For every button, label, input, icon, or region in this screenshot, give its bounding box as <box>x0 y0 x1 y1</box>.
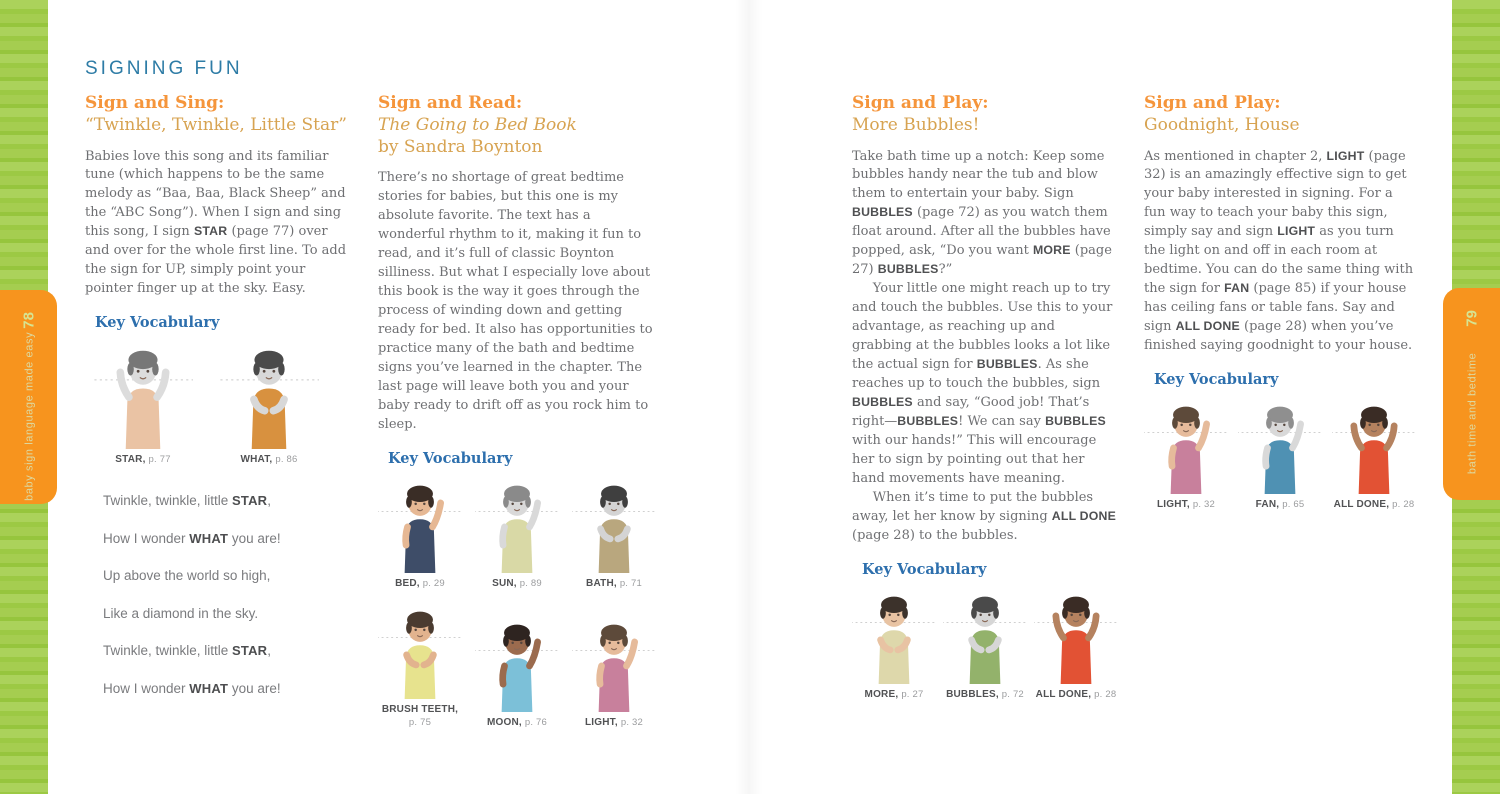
vocab-word: ALL DONE, <box>1035 688 1092 700</box>
section-title: Sign and Play: <box>1144 93 1281 113</box>
lyric-line <box>103 606 353 621</box>
sign-word: BUBBLES <box>976 357 1038 372</box>
sign-word: WHAT <box>189 680 229 696</box>
section-subtitle <box>378 115 656 159</box>
sign-illustration <box>475 477 559 573</box>
text-run: Up above the world so high, <box>103 568 271 584</box>
subtitle-line: “Twinkle, Twinkle, Little Star” <box>85 114 347 135</box>
text-run: How I wonder <box>103 530 190 546</box>
sign-word: STAR <box>232 643 268 659</box>
sign-illustration <box>475 616 559 712</box>
text-run: As mentioned in chapter 2, <box>1144 148 1327 164</box>
sign-word: ALL DONE <box>1175 319 1240 334</box>
sign-word: STAR <box>193 224 228 239</box>
vocab-page: p. 29 <box>422 577 445 589</box>
sign-word: WHAT <box>189 530 229 546</box>
lyric-line <box>103 493 353 508</box>
vocab-caption <box>852 688 936 702</box>
body-paragraph <box>378 169 656 435</box>
text-run: you are! <box>228 680 281 696</box>
key-vocabulary-label: Key Vocabulary <box>1154 371 1279 389</box>
vocab-caption <box>1034 688 1118 702</box>
vocab-page: p. 75 <box>408 717 432 729</box>
sign-word: MORE <box>1032 243 1071 258</box>
vocab-row <box>1144 398 1416 512</box>
vocab-page: p. 32 <box>1192 499 1215 511</box>
body-paragraph <box>1144 148 1416 357</box>
sign-illustration <box>1332 398 1416 494</box>
page-tab-left-content <box>0 290 57 504</box>
key-vocabulary-label: Key Vocabulary <box>388 449 513 467</box>
vocab-page: p. 28 <box>1392 499 1415 511</box>
vocab-word: WHAT, <box>240 454 273 466</box>
section-title: Sign and Play: <box>852 93 989 113</box>
vocab-page: p. 32 <box>620 717 643 729</box>
sign-illustration <box>572 477 656 573</box>
sign-illustration <box>219 341 319 449</box>
section-subtitle <box>85 115 353 137</box>
vocab-figure <box>217 341 321 467</box>
sign-illustration <box>93 341 193 449</box>
sign-word: STAR <box>232 493 268 509</box>
text-run: . As she reaches up to touch the bubbles, sign <box>852 357 1101 392</box>
vocab-figure <box>91 341 195 467</box>
vocab-caption <box>943 688 1027 702</box>
key-vocabulary-label: Key Vocabulary <box>95 314 220 332</box>
sign-word: ALL DONE <box>1051 508 1117 523</box>
body-paragraph <box>852 489 1118 546</box>
vocab-word: LIGHT, <box>1157 499 1190 511</box>
sign-illustration <box>378 603 462 699</box>
vocab-row <box>378 477 656 591</box>
section-sign-and-read <box>378 93 656 730</box>
vocab-figure <box>1238 398 1322 512</box>
vocab-row <box>91 341 353 467</box>
section-sign-and-play-goodnight <box>1144 93 1416 512</box>
lyric-line <box>103 531 353 546</box>
sign-illustration <box>852 588 936 684</box>
text-run: (page 77) over and over for the whole first line. To add the sign for UP, simply point your pointer finger up at the sky. Easy. <box>85 224 347 297</box>
vocab-word: MOON, <box>486 717 522 729</box>
page-number-right: 79 <box>1463 310 1480 327</box>
subtitle-line: by Sandra Boynton <box>378 136 543 157</box>
song-lyrics <box>85 493 353 696</box>
vocab-caption <box>572 577 656 591</box>
vocab-page: p. 77 <box>148 454 171 466</box>
section-body <box>378 169 656 435</box>
vocab-word: FAN, <box>1255 499 1280 511</box>
vocab-caption <box>217 453 321 467</box>
vocab-figure <box>852 588 936 702</box>
vocab-page: p. 86 <box>275 454 298 466</box>
vocab-figure <box>943 588 1027 702</box>
lyric-line <box>103 643 353 658</box>
vocab-caption <box>475 577 559 591</box>
text-run: Take bath time up a notch: Keep some bubbles handy near the tub and blow them to entertain your baby. Sign <box>852 148 1105 202</box>
sign-illustration <box>943 588 1027 684</box>
vocab-word: ALL DONE, <box>1333 499 1390 511</box>
body-paragraph <box>852 148 1118 281</box>
lyric-line <box>103 568 353 583</box>
vocab-page: p. 27 <box>901 688 924 700</box>
sign-word: BUBBLES <box>852 205 913 220</box>
text-run: When it’s time to put the bubbles away, let her know by signing <box>852 489 1094 524</box>
vocab-caption <box>572 716 656 730</box>
sign-illustration <box>1238 398 1322 494</box>
vocab-caption <box>378 703 462 730</box>
text-run: (page 85) if your house has ceiling fans or table fans. Say and sign <box>1144 281 1407 335</box>
text-run: (page 28) to the bubbles. <box>852 527 1018 543</box>
text-run: Babies love this song and its familiar tune (which happens to be the same melody as “Baa, Baa, Black Sheep” and the “ABC Song”). When I sign and sing this song, I sign <box>85 148 346 240</box>
page-tab-right <box>1443 288 1500 500</box>
sign-word: BUBBLES <box>877 262 939 277</box>
chapter-tab-label: bath time and bedtime <box>1465 352 1478 475</box>
body-paragraph <box>85 148 353 300</box>
vocab-caption <box>378 577 462 591</box>
vocab-caption <box>1144 498 1228 512</box>
page-tab-left <box>0 290 57 504</box>
sign-word: FAN <box>1224 281 1250 296</box>
sign-illustration <box>378 477 462 573</box>
section-body <box>1144 148 1416 357</box>
text-run: as you turn the light on and off in each room at bedtime. You can do the same thing with the sign for <box>1144 224 1414 297</box>
sign-word: BUBBLES <box>852 395 913 410</box>
text-run: ?” <box>938 262 953 278</box>
vocab-page: p. 28 <box>1094 688 1117 700</box>
body-paragraph <box>852 280 1118 489</box>
vocab-caption <box>475 716 559 730</box>
vocab-caption <box>1332 498 1416 512</box>
text-run: (page 32) is an amazingly effective sign to get your baby interested in signing. For a fun way to teach your baby this sign, simply say and sign <box>1144 148 1407 240</box>
vocab-word: BATH, <box>586 577 617 589</box>
vocab-page: p. 65 <box>1282 499 1305 511</box>
text-run: There’s no shortage of great bedtime stories for babies, but this one is my absolute favorite. The text has a wonderful rhythm to it, making it fun to read, and it’s full of classic Boynton silliness. But what I especially love about this book is the way it goes through the process of winding down and getting ready for bed. It also has opportunities to practice many of the bath and bedtime signs you’ve learned in the chapter. The last page will leave both you and your baby ready to drift off as you rock him to sleep. <box>378 170 653 432</box>
page-tab-right-content <box>1443 288 1500 500</box>
sign-word: BUBBLES <box>1045 414 1106 429</box>
page-gutter <box>735 0 763 794</box>
text-run: (page 28) when you’ve finished saying goodnight to your house. <box>1144 319 1413 354</box>
vocab-page: p. 71 <box>619 577 642 589</box>
vocab-row <box>852 588 1118 702</box>
section-subtitle <box>1144 115 1416 137</box>
sign-illustration <box>572 616 656 712</box>
vocab-row <box>378 603 656 730</box>
vocab-figure <box>572 477 656 591</box>
subtitle-line: The Going to Bed Book <box>378 114 577 135</box>
text-run: , <box>267 643 272 659</box>
vocab-word: BUBBLES, <box>946 688 999 700</box>
sign-word: LIGHT <box>1277 224 1316 239</box>
text-run: (page 27) <box>852 243 1112 278</box>
text-run: ! We can say <box>958 414 1046 430</box>
text-run: , <box>267 493 272 509</box>
vocab-figure <box>1332 398 1416 512</box>
vocab-caption <box>91 453 195 467</box>
vocab-word: LIGHT, <box>585 717 618 729</box>
section-body <box>85 148 353 300</box>
vocab-word: BRUSH TEETH, <box>381 703 459 715</box>
book-title-tab-label: baby sign language made easy <box>22 331 35 501</box>
subtitle-line: Goodnight, House <box>1144 114 1300 135</box>
vocab-word: BED, <box>395 577 420 589</box>
text-run: (page 72) as you watch them float around. After all the bubbles have popped, ask, “Do you want <box>852 205 1111 259</box>
sign-word: BUBBLES <box>897 414 959 429</box>
vocab-page: p. 89 <box>519 577 542 589</box>
vocab-figure <box>572 616 656 730</box>
sign-illustration <box>1034 588 1118 684</box>
section-body <box>852 148 1118 546</box>
section-sign-and-sing <box>85 93 353 718</box>
sign-word: LIGHT <box>1326 148 1365 163</box>
lyric-line <box>103 681 353 696</box>
section-subtitle <box>852 115 1118 137</box>
text-run: and say, “Good job! That’s right— <box>852 395 1090 430</box>
section-title: Sign and Read: <box>378 93 523 113</box>
vocab-word: STAR, <box>115 454 146 466</box>
key-vocabulary-label: Key Vocabulary <box>862 560 987 578</box>
vocab-word: SUN, <box>492 577 517 589</box>
vocab-figure <box>1034 588 1118 702</box>
page-title: SIGNING FUN <box>85 58 243 79</box>
sign-illustration <box>1144 398 1228 494</box>
text-run: you are! <box>228 530 281 546</box>
subtitle-line: More Bubbles! <box>852 114 980 135</box>
text-run: Like a diamond in the sky. <box>103 605 259 621</box>
vocab-figure <box>1144 398 1228 512</box>
vocab-figure <box>475 477 559 591</box>
vocab-figure <box>378 477 462 591</box>
text-run: with our hands!” This will encourage her to sign by pointing out that her hand movements have meaning. <box>852 433 1097 486</box>
section-title: Sign and Sing: <box>85 93 225 113</box>
vocab-page: p. 72 <box>1001 688 1024 700</box>
section-sign-and-play-bubbles <box>852 93 1118 702</box>
vocab-caption <box>1238 498 1322 512</box>
text-run: Your little one might reach up to try and touch the bubbles. Use this to your advantage, as reaching up and grabbing at the bubbles looks a lot like the actual sign for <box>852 281 1113 373</box>
page-number-left: 78 <box>20 312 37 329</box>
vocab-figure <box>475 616 559 730</box>
text-run: Twinkle, twinkle, little <box>103 643 233 659</box>
vocab-page: p. 76 <box>524 717 547 729</box>
vocab-word: MORE, <box>864 688 899 700</box>
text-run: How I wonder <box>103 680 190 696</box>
text-run: Twinkle, twinkle, little <box>103 493 233 509</box>
vocab-figure <box>378 603 462 730</box>
